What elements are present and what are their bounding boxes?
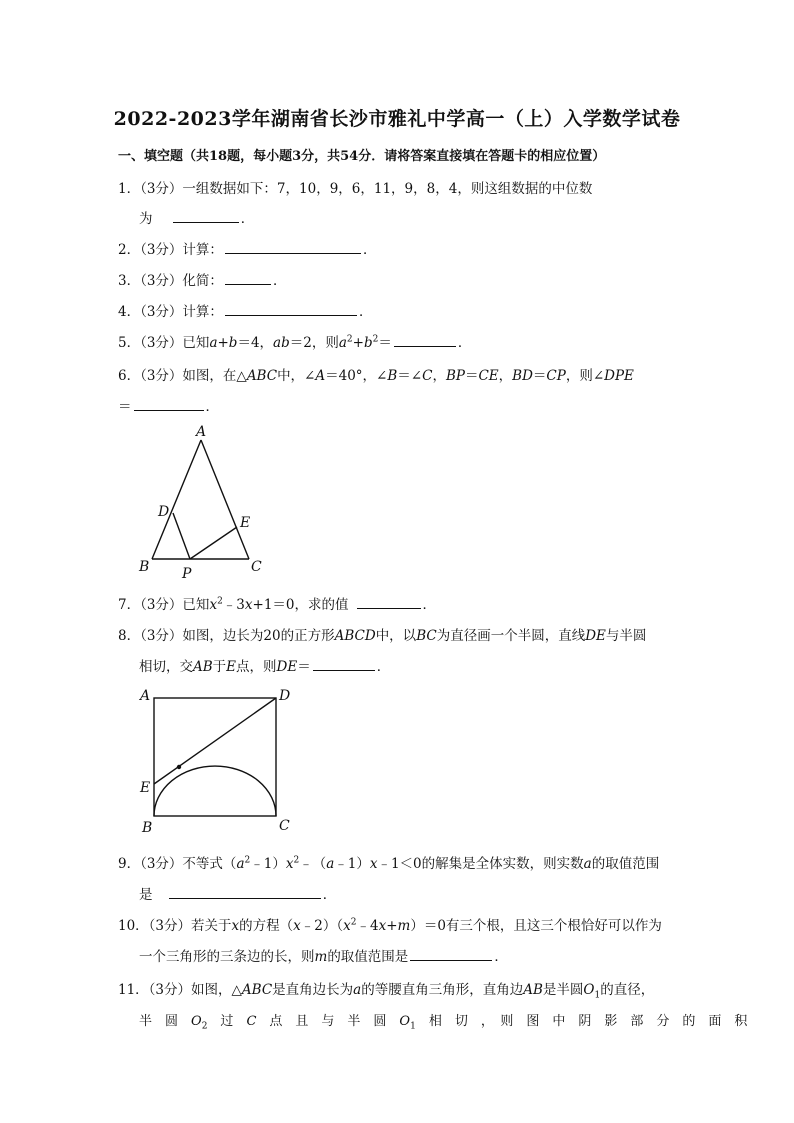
semicircle — [154, 766, 276, 816]
label-a: A — [196, 424, 207, 440]
tangent-de — [154, 698, 276, 784]
question-11-cont: 半 圆 $O_2$ 过 C 点 且 与 半 圆 $O_1$ 相 切 ， 则 图 中 阴 影 部 分 的 面 积 — [139, 1014, 748, 1032]
side-ac — [201, 440, 249, 559]
triangle-figure — [130, 418, 270, 583]
answer-blank[interactable] — [394, 333, 456, 347]
answer-blank[interactable] — [225, 240, 361, 254]
answer-blank[interactable] — [169, 885, 321, 899]
label-c: C — [279, 818, 290, 834]
answer-blank[interactable] — [225, 302, 357, 316]
label-p: P — [182, 566, 192, 582]
square-figure — [130, 683, 305, 838]
answer-blank[interactable] — [225, 271, 271, 285]
label-e: E — [240, 515, 251, 531]
question-10-cont: 一个三角形的三条边的长，则m的取值范围是 ． — [139, 949, 508, 965]
page-title: 2022-2023学年湖南省长沙市雅礼中学高一（上）入学数学试卷 — [113, 108, 681, 130]
label-c: C — [251, 559, 262, 575]
question-1-cont: 为 ． — [139, 211, 255, 227]
question-6: 6．（3分）如图，在△ABC中，∠A＝40°，∠B＝∠C，BP＝CE，BD＝CP，则∠DPE — [118, 368, 634, 384]
label-e: E — [140, 780, 151, 796]
answer-blank[interactable] — [173, 209, 239, 223]
segment-dp — [173, 513, 190, 559]
question-4: 4．（3分）计算： ． — [118, 304, 373, 320]
answer-blank[interactable] — [357, 595, 421, 609]
label-d: D — [279, 688, 291, 704]
question-3: 3．（3分）化简： ． — [118, 273, 287, 289]
question-8-cont: 相切，交AB于E点，则DE＝ ． — [139, 659, 391, 675]
section-heading: 一、填空题（共18题，每小题3分，共54分．请将答案直接填在答题卡的相应位置） — [118, 149, 606, 164]
label-d: D — [158, 504, 170, 520]
answer-blank[interactable] — [134, 397, 204, 411]
question-9: 9．（3分）不等式$(a^2﹣1)x^2﹣(a﹣1)x﹣1<0$的解集是全体实数，则实数a的取值范围 — [118, 855, 660, 872]
answer-blank[interactable] — [410, 947, 492, 961]
question-5: 5．（3分）已知a+b＝4，ab＝2，则$a^2+b^2=$ ． — [118, 334, 472, 351]
square-abcd — [154, 698, 276, 816]
tangent-point — [177, 765, 181, 769]
label-b: B — [139, 559, 150, 575]
question-6-cont: ＝ ． — [118, 399, 219, 415]
question-8: 8．（3分）如图，边长为20的正方形ABCD中，以BC为直径画一个半圆，直线DE与半圆 — [118, 628, 647, 644]
question-7: 7．（3分）已知$x^2﹣3x+1=0$，求的值 ． — [118, 596, 437, 613]
side-ab — [152, 440, 201, 559]
answer-blank[interactable] — [313, 657, 375, 671]
question-10: 10．（3分）若关于x的方程$(x﹣2)(x^2﹣4x+m)=0$有三个根，且这三个根恰好可以作为 — [118, 917, 662, 934]
label-a: A — [140, 688, 151, 704]
question-2: 2．（3分）计算： ． — [118, 242, 377, 258]
label-b: B — [142, 820, 153, 836]
question-11: 11．（3分）如图，△ABC是直角边长为a的等腰直角三角形，直角边AB是半圆$O_1$的直径， — [118, 982, 655, 1001]
question-1: 1．（3分）一组数据如下：7，10，9，6，11，9，8，4，则这组数据的中位数 — [118, 181, 593, 197]
segment-pe — [190, 527, 237, 559]
question-9-cont: 是 ． — [139, 887, 337, 903]
